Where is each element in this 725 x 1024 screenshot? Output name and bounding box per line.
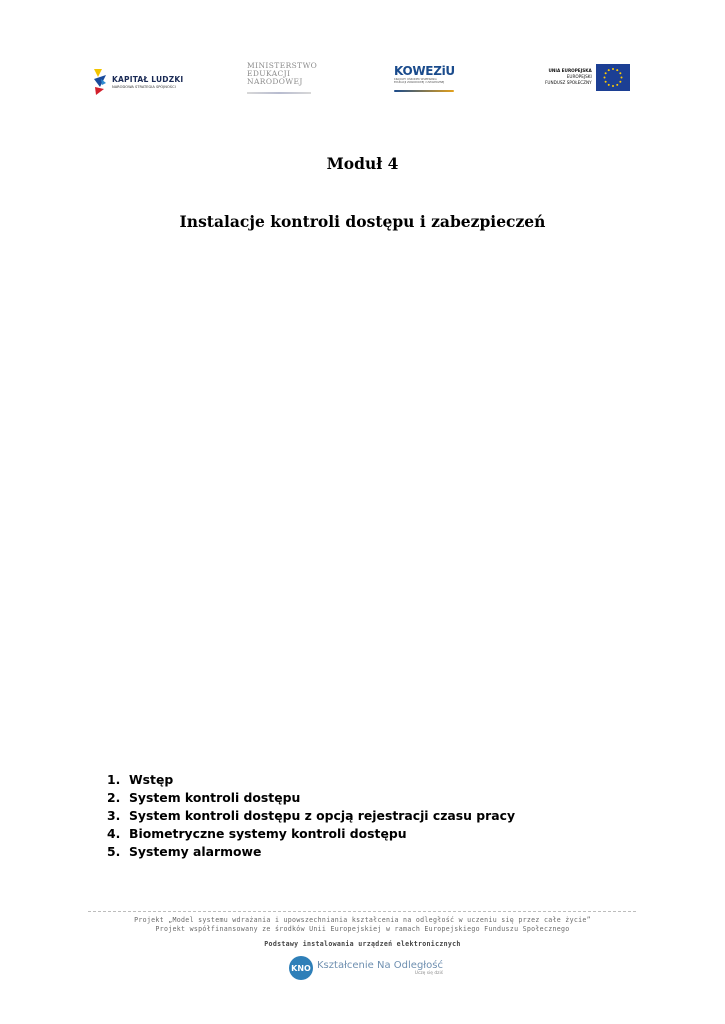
toc-label: System kontroli dostępu z opcją rejestracji czasu pracy [129, 808, 516, 823]
eu-line-3: FUNDUSZ SPOŁECZNY [545, 80, 592, 85]
eu-star [612, 85, 614, 87]
kapital-ludzki-logo [92, 66, 192, 98]
eu-star [604, 80, 606, 82]
kapital-ludzki-title: KAPITAŁ LUDZKI [112, 75, 184, 84]
ministerstwo-line-1: MINISTERSTWO [247, 61, 318, 70]
toc-label: System kontroli dostępu [129, 790, 301, 805]
footer-course-line: Podstawy instalowania urządzeń elektronicznych [264, 940, 461, 948]
kno-logo-text: Kształcenie Na Odległość [317, 960, 443, 971]
toc-item [107, 825, 515, 843]
toc-item [107, 789, 515, 807]
toc-item [107, 807, 515, 825]
ministerstwo-logo [247, 62, 317, 96]
eu-star [620, 76, 622, 78]
ministerstwo-line-3: NARODOWEJ [247, 77, 303, 86]
ministerstwo-line-2: EDUKACJI [247, 69, 291, 78]
toc-number: 5. [107, 844, 121, 859]
eu-star [603, 76, 605, 78]
ministerstwo-bar [247, 92, 311, 94]
koweziu-subtitle-1: KRAJOWY OŚRODEK WSPIERANIA [394, 78, 437, 81]
kno-badge-icon: KNO [289, 956, 313, 980]
toc-item [107, 843, 515, 861]
toc-item [107, 771, 515, 789]
eu-line-1: UNIA EUROPEJSKA [548, 68, 592, 73]
toc-number: 3. [107, 808, 121, 823]
toc-label: Biometryczne systemy kontroli dostępu [129, 826, 407, 841]
eu-star [607, 69, 609, 71]
toc-number: 2. [107, 790, 121, 805]
kno-logo [289, 953, 443, 983]
main-title: Instalacje kontroli dostępu i zabezpieczeń [179, 212, 546, 231]
koweziu-subtitle-2: EDUKACJI ZAWODOWEJ i USTAWICZNEJ [394, 81, 445, 85]
koweziu-title: KOWEZiU [394, 64, 455, 78]
toc-number: 1. [107, 772, 121, 787]
eu-star [616, 83, 618, 85]
table-of-contents [107, 771, 515, 861]
eu-star [612, 68, 614, 70]
footer-divider [88, 911, 636, 912]
eu-star [607, 83, 609, 85]
toc-label: Systemy alarmowe [129, 844, 262, 859]
footer-funding-line: Projekt współfinansowany ze środków Unii Europejskiej w ramach Europejskiego Funduszu Społecznego [155, 925, 570, 933]
eu-star [619, 80, 621, 82]
koweziu-swoosh [394, 90, 454, 92]
toc-label: Wstęp [129, 772, 174, 787]
eu-star [616, 69, 618, 71]
footer-project-line: Projekt „Model systemu wdrażania i upowszechniania kształcenia na odległość w uczeniu się przez całe życie” [134, 916, 591, 924]
eu-flag-icon [596, 64, 630, 91]
koweziu-logo [394, 64, 460, 94]
eu-star [619, 72, 621, 74]
eu-line-2: EUROPEJSKI [566, 74, 592, 79]
toc-number: 4. [107, 826, 121, 841]
kno-logo-subtext: Uczę się dziś [414, 971, 443, 976]
kapital-ludzki-emblem-icon [92, 67, 108, 97]
eu-logo [545, 63, 635, 91]
eu-star [604, 72, 606, 74]
module-title: Moduł 4 [326, 154, 399, 173]
kapital-ludzki-subtitle: NARODOWA STRATEGIA SPÓJNOŚCI [112, 85, 176, 89]
